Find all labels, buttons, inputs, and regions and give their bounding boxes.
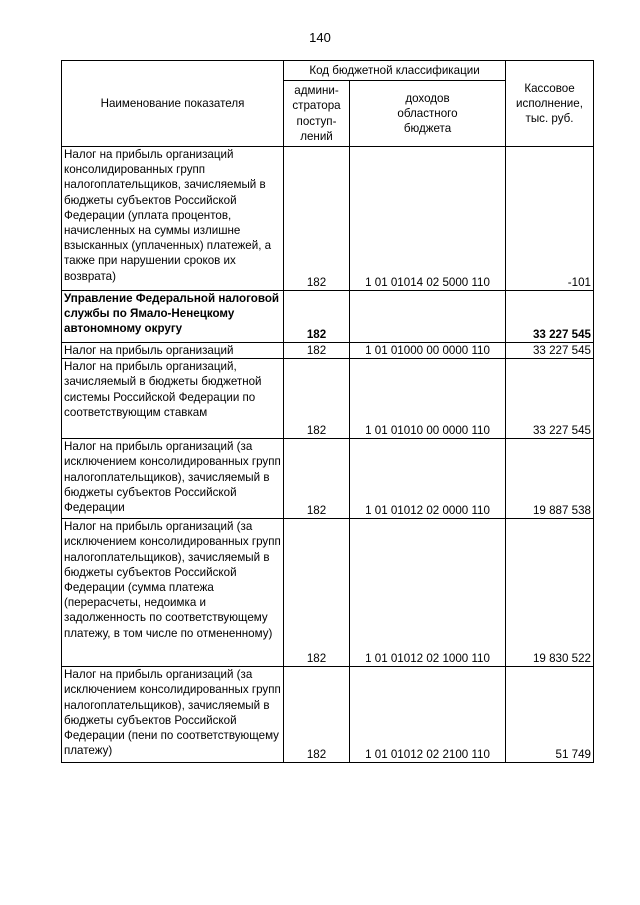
row-amount: 19 830 522 bbox=[506, 519, 594, 667]
row-name: Налог на прибыль организаций, зачисляемый в бюджеты бюджетной системы Российской Федерации по соответствующим ставкам bbox=[62, 359, 284, 439]
row-amount: 33 227 545 bbox=[506, 359, 594, 439]
row-income-code: 1 01 01014 02 5000 110 bbox=[350, 147, 506, 291]
header-administrator bbox=[284, 81, 350, 147]
page-number: 140 bbox=[309, 30, 331, 45]
row-income-code bbox=[350, 291, 506, 343]
header-regional-income-text: доходов областного бюджета bbox=[397, 91, 458, 136]
row-name: Налог на прибыль организаций bbox=[62, 343, 284, 359]
row-amount: 51 749 bbox=[506, 667, 594, 763]
row-admin-code: 182 bbox=[284, 343, 350, 359]
row-admin-code: 182 bbox=[284, 147, 350, 291]
budget-table bbox=[61, 60, 594, 763]
header-budget-classification-code: Код бюджетной классификации bbox=[284, 61, 506, 81]
row-amount: 19 887 538 bbox=[506, 439, 594, 519]
header-indicator-name: Наименование показателя bbox=[62, 61, 284, 147]
row-amount: -101 bbox=[506, 147, 594, 291]
row-income-code: 1 01 01012 02 0000 110 bbox=[350, 439, 506, 519]
row-income-code: 1 01 01010 00 0000 110 bbox=[350, 359, 506, 439]
row-amount: 33 227 545 bbox=[506, 343, 594, 359]
header-administrator-text: админи- стратора поступ- лений bbox=[292, 84, 341, 143]
table-row bbox=[62, 343, 594, 359]
table-row bbox=[62, 147, 594, 291]
row-name: Налог на прибыль организаций (за исключением консолидированных групп налогоплательщиков), зачисляемый в бюджеты субъектов Российской Федерации bbox=[62, 439, 284, 519]
row-name: Налог на прибыль организаций консолидированных групп налогоплательщиков, зачисляемый в бюджеты субъектов Российской Федерации (уплата процентов, начисленных на суммы излишне взысканных (уплаченных) платежей, а также при нарушении сроков их возврата) bbox=[62, 147, 284, 291]
row-amount: 33 227 545 bbox=[506, 291, 594, 343]
row-admin-code: 182 bbox=[284, 291, 350, 343]
table-row bbox=[62, 667, 594, 763]
table-row bbox=[62, 359, 594, 439]
header-regional-income bbox=[350, 81, 506, 147]
row-admin-code: 182 bbox=[284, 667, 350, 763]
header-cash-execution-text: Кассовое исполнение, тыс. руб. bbox=[516, 81, 583, 126]
row-name: Налог на прибыль организаций (за исключением консолидированных групп налогоплательщиков), зачисляемый в бюджеты субъектов Российской Федерации (сумма платежа (перерасчеты, недоимка и задолженность по соответствующему платежу, в том числе по отмененному) bbox=[62, 519, 284, 667]
row-admin-code: 182 bbox=[284, 439, 350, 519]
table-row bbox=[62, 519, 594, 667]
row-income-code: 1 01 01012 02 1000 110 bbox=[350, 519, 506, 667]
header-cash-execution bbox=[506, 61, 594, 147]
table-row bbox=[62, 291, 594, 343]
row-income-code: 1 01 01000 00 0000 110 bbox=[350, 343, 506, 359]
table-row bbox=[62, 439, 594, 519]
row-name: Управление Федеральной налоговой службы по Ямало-Ненецкому автономному округу bbox=[62, 291, 284, 343]
row-income-code: 1 01 01012 02 2100 110 bbox=[350, 667, 506, 763]
row-name: Налог на прибыль организаций (за исключением консолидированных групп налогоплательщиков), зачисляемый в бюджеты субъектов Российской Федерации (пени по соответствующему платежу) bbox=[62, 667, 284, 763]
row-admin-code: 182 bbox=[284, 519, 350, 667]
row-admin-code: 182 bbox=[284, 359, 350, 439]
